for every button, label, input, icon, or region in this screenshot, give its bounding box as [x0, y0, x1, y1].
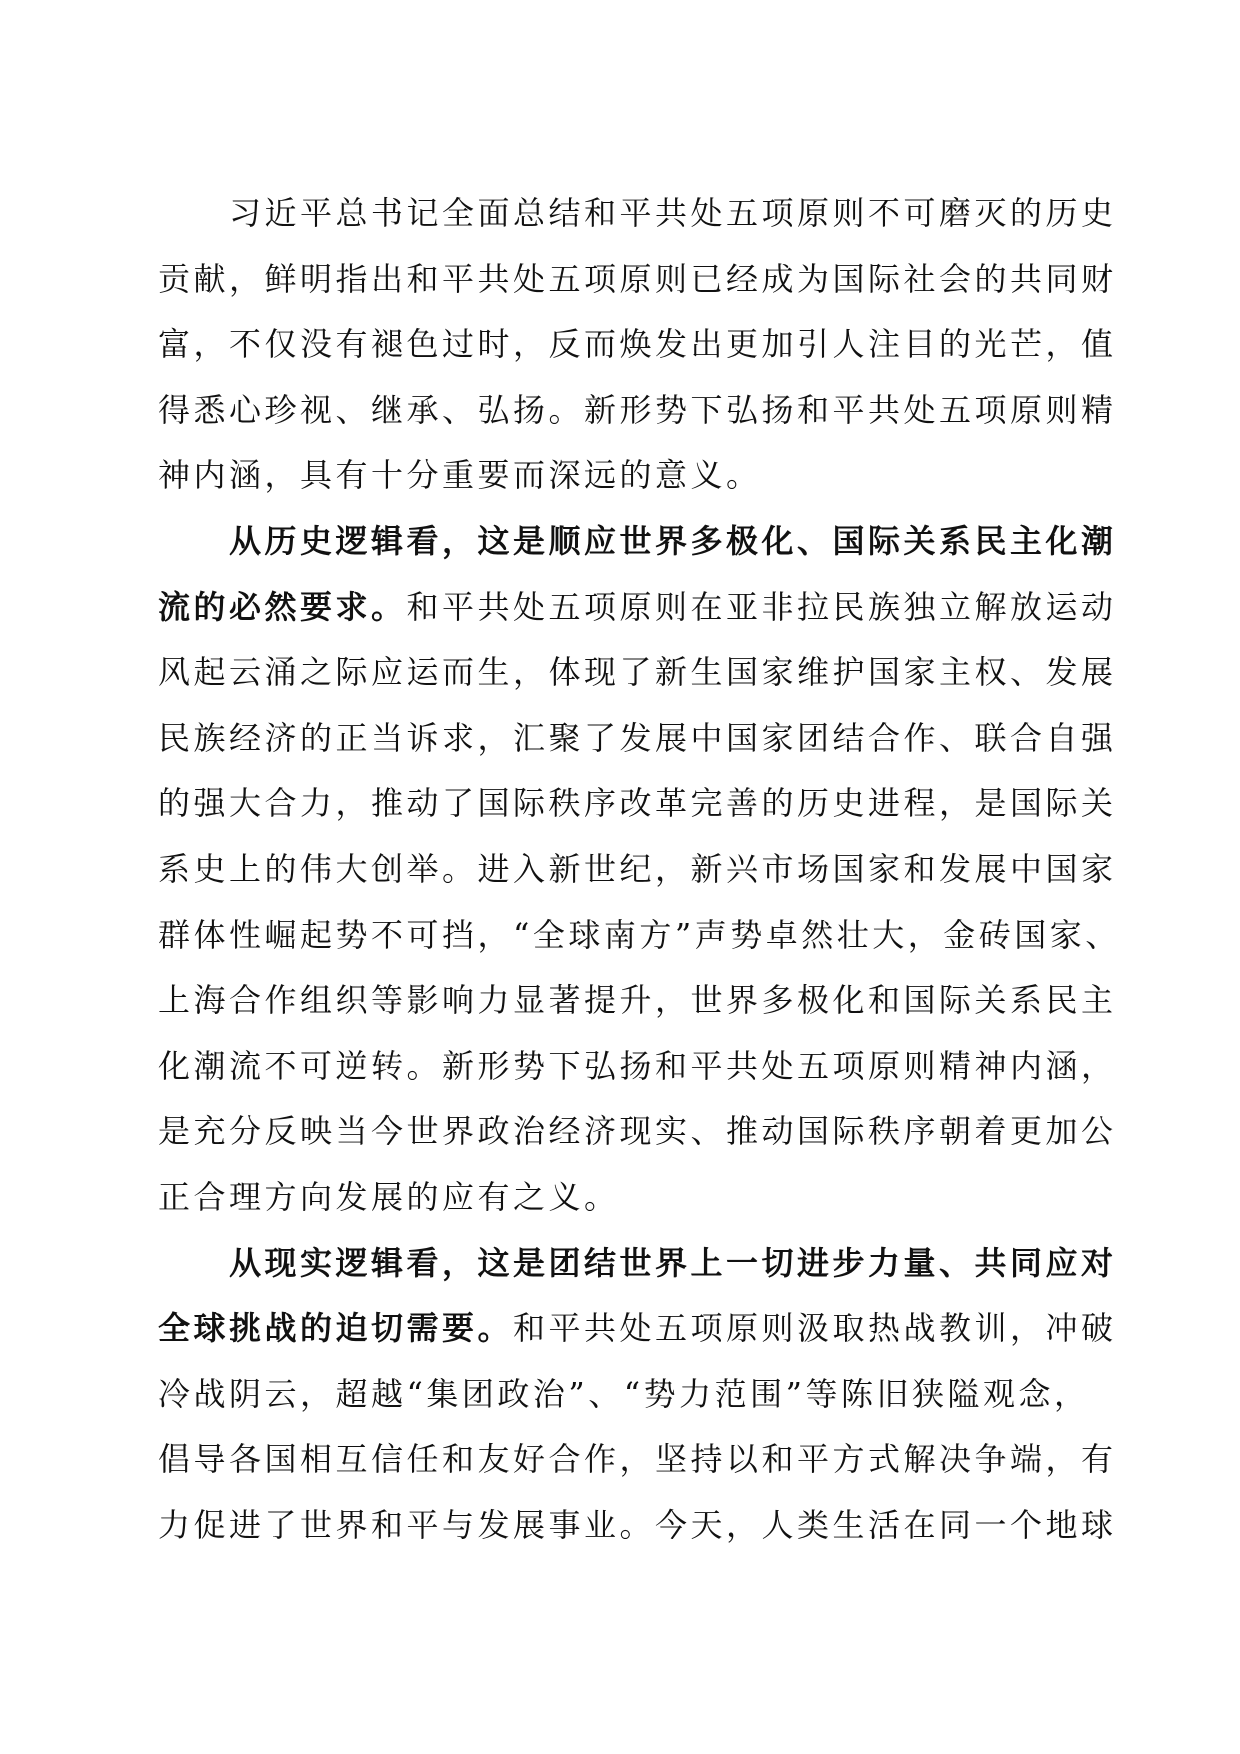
text-line [158, 1231, 1117, 1297]
paragraph [158, 181, 1117, 509]
line-text: 上海合作组织等影响力显著提升，世界多极化和国际关系民主 [158, 981, 1117, 1020]
text-line [158, 771, 1117, 837]
text-line [158, 575, 1117, 641]
document-body [158, 181, 1121, 1558]
line-text: 富，不仅没有褪色过时，反而焕发出更加引人注目的光芒，值 [158, 325, 1117, 364]
line-text: 和平共处五项原则在亚非拉民族独立解放运动 [406, 587, 1117, 626]
text-line [158, 1165, 1098, 1231]
line-text: 正合理方向发展的应有之义。 [158, 1177, 620, 1216]
text-line [158, 1493, 1117, 1559]
line-text: 和平共处五项原则汲取热战教训，冲破 [513, 1309, 1117, 1348]
line-text: 习近平总书记全面总结和平共处五项原则不可磨灭的历史 [229, 194, 1117, 232]
line-text: 的强大合力，推动了国际秩序改革完善的历史进程，是国际关 [158, 784, 1117, 823]
line-text: 得悉心珍视、继承、弘扬。新形势下弘扬和平共处五项原则精 [158, 390, 1117, 429]
line-text: 贡献，鲜明指出和平共处五项原则已经成为国际社会的共同财 [158, 259, 1117, 298]
text-line [158, 837, 1117, 903]
bold-lead-sentence: 从现实逻辑看，这是团结世界上一切进步力量、共同应对 [229, 1243, 1117, 1282]
bold-lead-sentence: 从历史逻辑看，这是顺应世界多极化、国际关系民主化潮 [229, 521, 1117, 560]
text-line [158, 640, 1117, 706]
bold-lead-sentence: 流的必然要求。 [158, 587, 407, 626]
paragraph [158, 1231, 1117, 1559]
line-text: 系史上的伟大创举。进入新世纪，新兴市场国家和发展中国家 [158, 849, 1117, 888]
text-line [158, 312, 1117, 378]
line-text: 化潮流不可逆转。新形势下弘扬和平共处五项原则精神内涵， [158, 1046, 1117, 1085]
text-line [158, 1099, 1117, 1165]
text-line [158, 443, 1098, 509]
line-text: 力促进了世界和平与发展事业。今天，人类生活在同一个地球 [158, 1505, 1117, 1544]
text-line [158, 903, 1121, 969]
text-line [158, 706, 1117, 772]
text-line [158, 247, 1117, 313]
text-line [158, 378, 1117, 444]
text-line [158, 181, 1117, 247]
line-text: 神内涵，具有十分重要而深远的意义。 [158, 456, 762, 495]
text-line [158, 1034, 1117, 1100]
paragraph [158, 509, 1121, 1231]
line-text: 民族经济的正当诉求，汇聚了发展中国家团结合作、联合自强 [158, 718, 1117, 757]
text-line [158, 509, 1117, 575]
line-text: 风起云涌之际应运而生，体现了新生国家维护国家主权、发展 [158, 653, 1117, 692]
line-text: 倡导各国相互信任和友好合作，坚持以和平方式解决争端，有 [158, 1440, 1117, 1479]
line-text: 冷战阴云，超越“集团政治”、“势力范围”等陈旧狭隘观念， [158, 1374, 1090, 1413]
line-text: 群体性崛起势不可挡，“全球南方”声势卓然壮大，金砖国家、 [158, 915, 1121, 954]
text-line [158, 1296, 1117, 1362]
line-text: 是充分反映当今世界政治经济现实、推动国际秩序朝着更加公 [158, 1112, 1117, 1151]
text-line [158, 968, 1117, 1034]
text-line [158, 1427, 1117, 1493]
bold-lead-sentence: 全球挑战的迫切需要。 [158, 1309, 514, 1348]
text-line [158, 1362, 1098, 1428]
